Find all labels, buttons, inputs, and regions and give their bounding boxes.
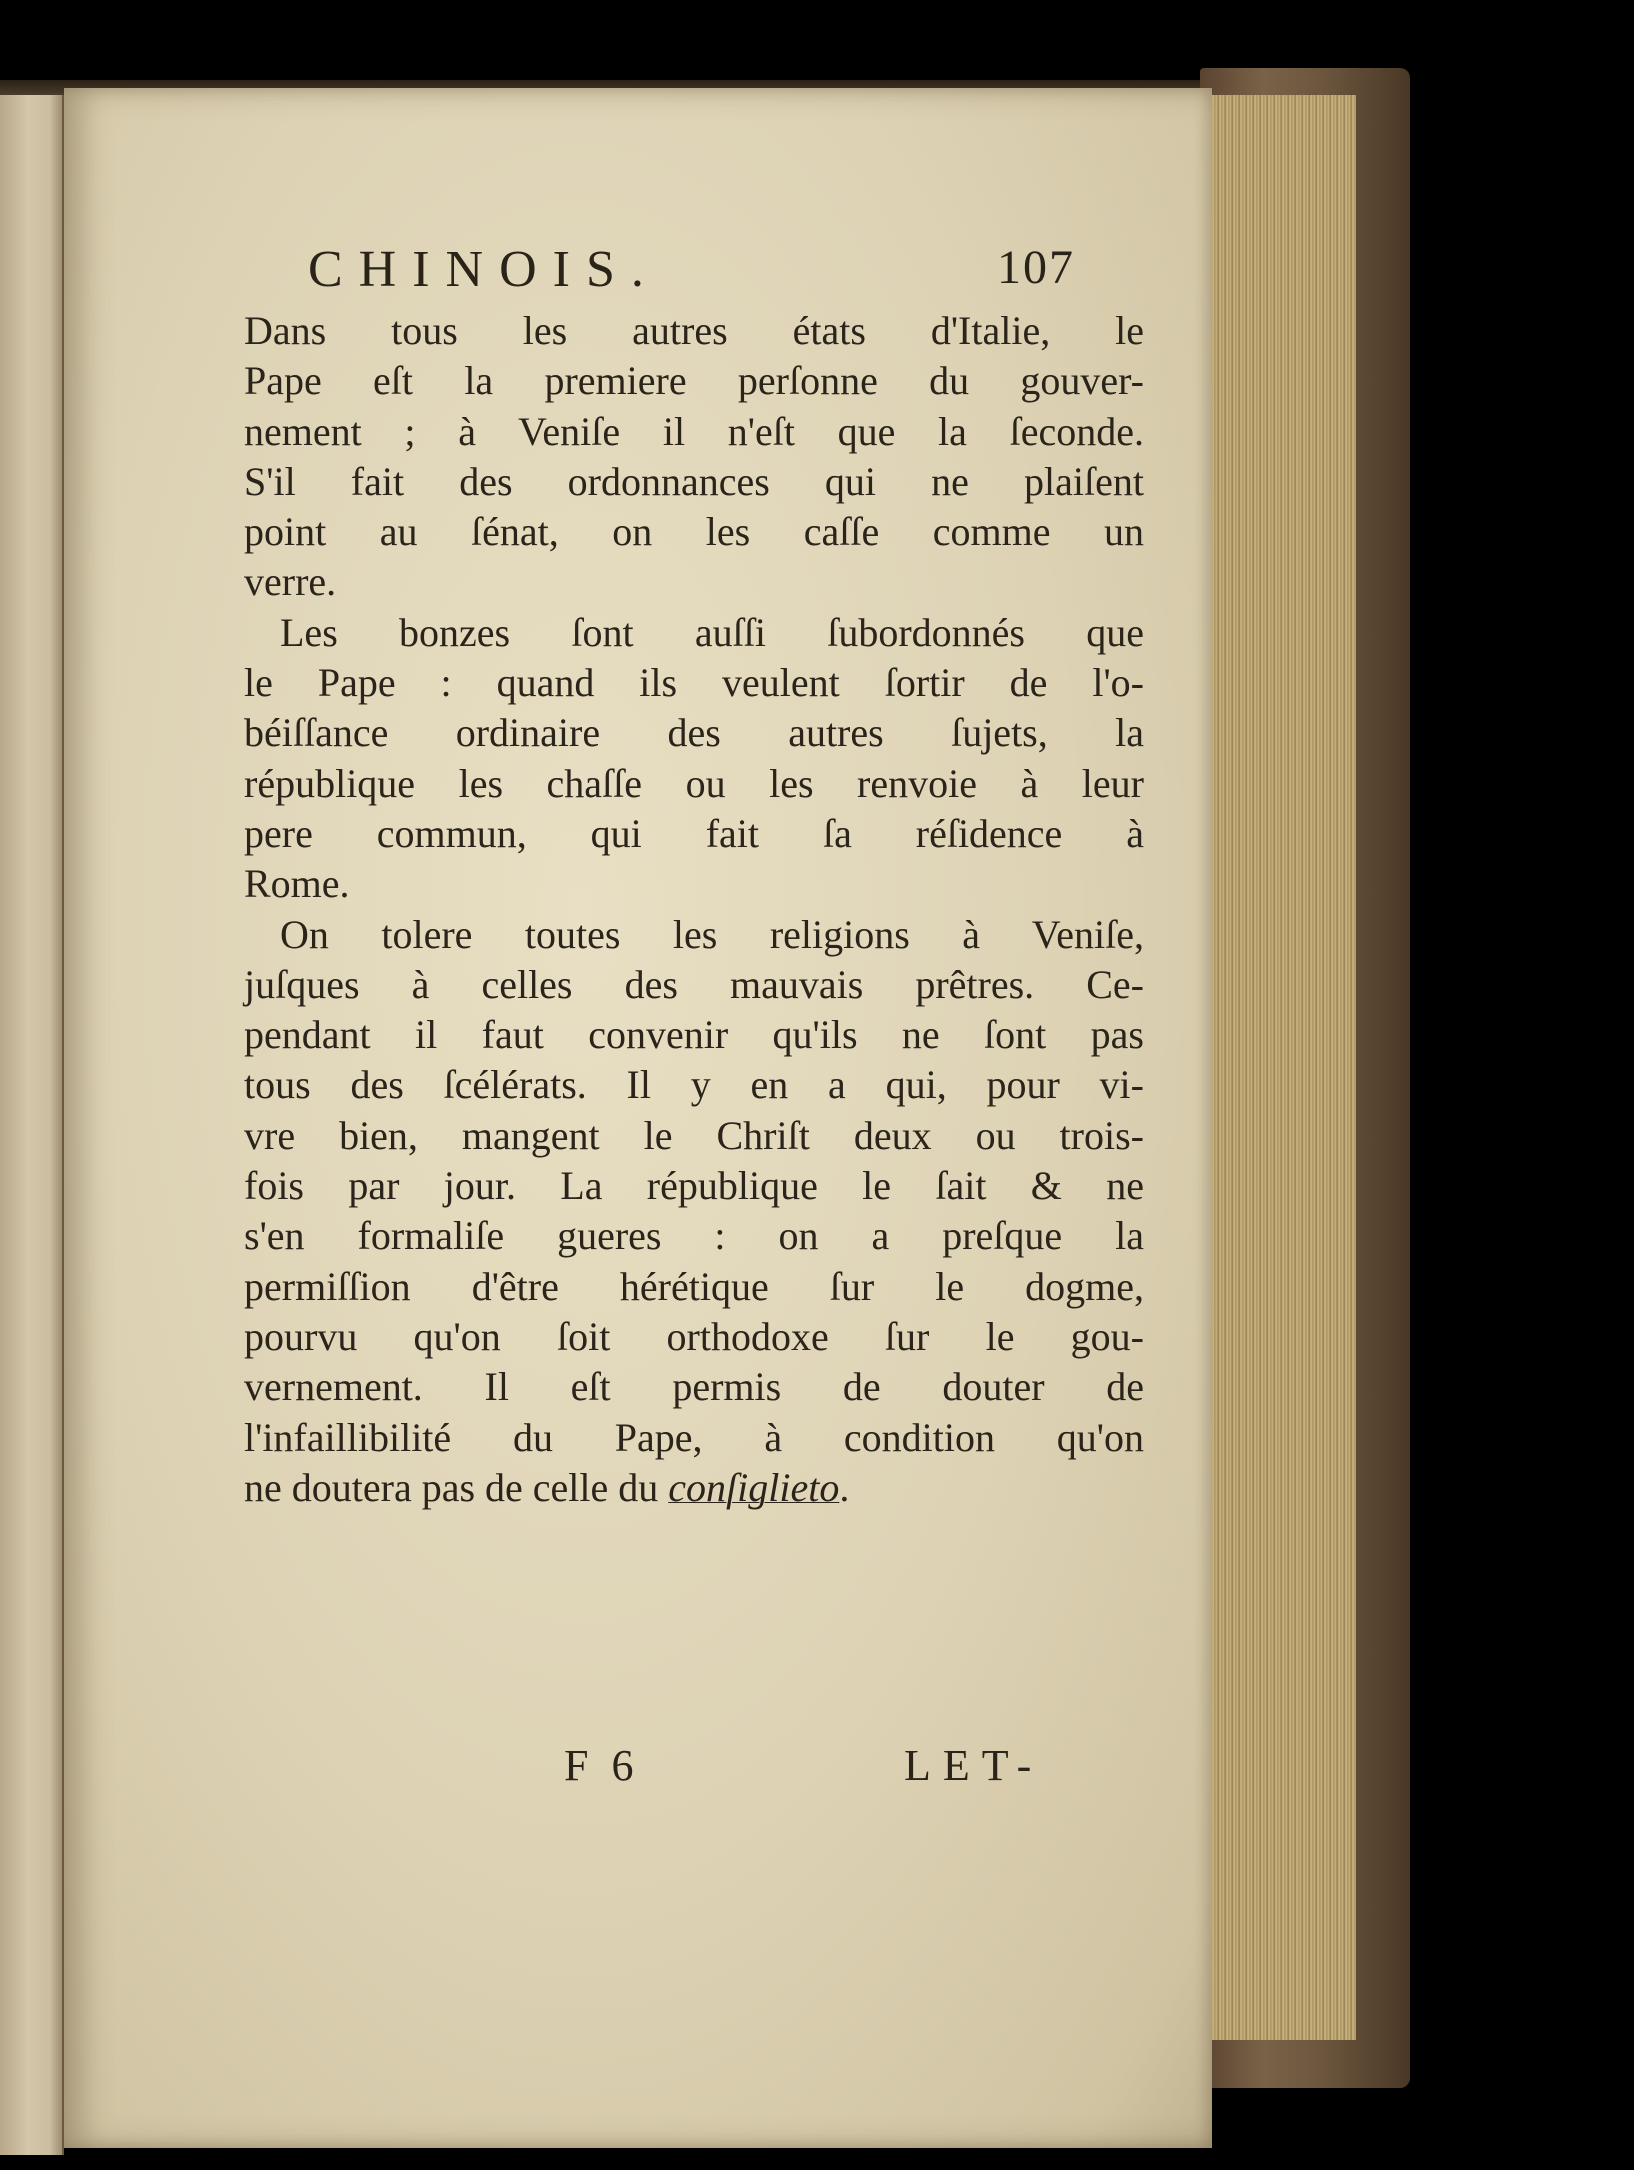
text-line: Dans tous les autres états d'Italie, le (244, 308, 1144, 353)
final-line-end: . (839, 1464, 850, 1510)
text-line: verre. (244, 559, 337, 605)
text-line: S'il fait des ordonnances qui ne plaiſent (244, 458, 1144, 504)
text-line: vernement. Il eſt permis de douter de (244, 1364, 1144, 1410)
text-line: point au ſénat, on les caſſe comme un (244, 509, 1144, 555)
text-line: fois par jour. La république le ſait & ne (244, 1163, 1144, 1209)
left-page-edge (0, 95, 64, 2155)
text-line: l'infaillibilité du Pape, à condition qu'on (244, 1414, 1144, 1460)
text-line: Les bonzes ſont auſſi ſubordonnés que (280, 609, 1144, 655)
text-line: On tolere toutes les religions à Veniſe, (280, 911, 1144, 957)
page-number: 107 (997, 241, 1075, 294)
signature-mark: F 6 (564, 1741, 640, 1790)
text-line: Pape eſt la premiere perſonne du gouver- (244, 358, 1144, 404)
italic-word: conſiglieto (668, 1464, 840, 1510)
text-line: pourvu qu'on ſoit orthodoxe ſur le gou- (244, 1313, 1144, 1359)
text-line: juſques à celles des mauvais prêtres. Ce- (244, 961, 1144, 1007)
text-line: Rome. (244, 861, 350, 907)
catchword: LET- (904, 1741, 1044, 1790)
text-line: vre bien, mangent le Chriſt deux ou trois- (244, 1112, 1144, 1158)
text-line: béiſſance ordinaire des autres ſujets, la (244, 710, 1144, 756)
text-line: nement ; à Veniſe il n'eſt que la ſeconde. (244, 408, 1144, 454)
text-line-final (244, 1463, 1144, 1513)
text-line: le Pape : quand ils veulent ſortir de l'o- (244, 660, 1144, 706)
book-page (64, 88, 1212, 2148)
text-line: s'en formaliſe gueres : on a preſque la (244, 1213, 1144, 1259)
text-line: tous des ſcélérats. Il y en a qui, pour vi- (244, 1062, 1144, 1108)
page-fore-edge (1205, 95, 1356, 2040)
text-line: permiſſion d'être hérétique ſur le dogme, (244, 1263, 1144, 1309)
body-text (244, 306, 1144, 1513)
running-head: CHINOIS. (308, 241, 660, 298)
text-line: république les chaſſe ou les renvoie à leur (244, 760, 1144, 806)
text-line: pere commun, qui fait ſa réſidence à (244, 810, 1144, 856)
page-header (64, 240, 1212, 310)
text-line: pendant il faut convenir qu'ils ne ſont pas (244, 1012, 1144, 1058)
final-line-start: ne doutera pas de celle du (244, 1464, 669, 1510)
